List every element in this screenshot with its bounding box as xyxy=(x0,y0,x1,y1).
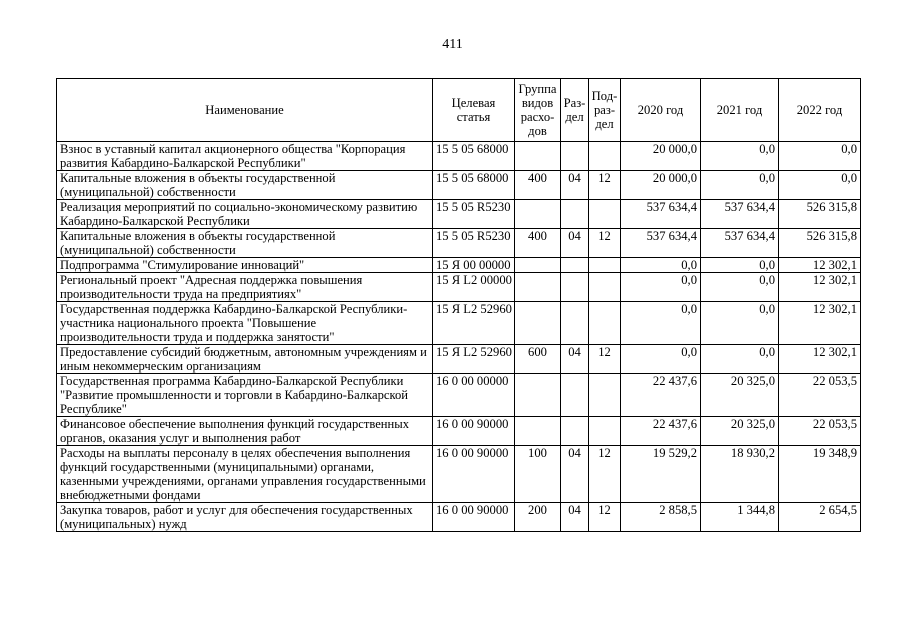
cell-subsection xyxy=(589,417,621,446)
cell-2021: 0,0 xyxy=(701,258,779,273)
cell-target-code: 15 5 05 R5230 xyxy=(433,229,515,258)
cell-2020: 22 437,6 xyxy=(621,417,701,446)
table-row xyxy=(57,302,861,345)
cell-section: 04 xyxy=(561,503,589,532)
cell-2022: 19 348,9 xyxy=(779,446,861,503)
cell-2021: 0,0 xyxy=(701,142,779,171)
cell-2021: 0,0 xyxy=(701,302,779,345)
cell-2021: 537 634,4 xyxy=(701,229,779,258)
cell-target-code: 15 5 05 R5230 xyxy=(433,200,515,229)
cell-2021: 20 325,0 xyxy=(701,374,779,417)
cell-2022: 526 315,8 xyxy=(779,200,861,229)
cell-section xyxy=(561,142,589,171)
table-row xyxy=(57,345,861,374)
cell-name: Государственная программа Кабардино-Балкарской Республики "Развитие промышленности и торговли в Кабардино-Балкарской Республике" xyxy=(57,374,433,417)
cell-target-code: 16 0 00 00000 xyxy=(433,374,515,417)
table-row xyxy=(57,273,861,302)
cell-2022: 12 302,1 xyxy=(779,258,861,273)
cell-2022: 0,0 xyxy=(779,142,861,171)
cell-section xyxy=(561,302,589,345)
cell-2020: 0,0 xyxy=(621,302,701,345)
header-2021: 2021 год xyxy=(701,79,779,142)
cell-expense-group xyxy=(515,142,561,171)
cell-2020: 0,0 xyxy=(621,258,701,273)
cell-2022: 12 302,1 xyxy=(779,345,861,374)
cell-2021: 537 634,4 xyxy=(701,200,779,229)
cell-subsection: 12 xyxy=(589,229,621,258)
cell-2022: 12 302,1 xyxy=(779,302,861,345)
cell-2020: 19 529,2 xyxy=(621,446,701,503)
table-row xyxy=(57,171,861,200)
cell-2020: 537 634,4 xyxy=(621,229,701,258)
cell-2021: 1 344,8 xyxy=(701,503,779,532)
cell-name: Региональный проект "Адресная поддержка повышения производительности труда на предприятиях" xyxy=(57,273,433,302)
cell-expense-group: 400 xyxy=(515,229,561,258)
header-group: Группа видов расхо- дов xyxy=(515,79,561,142)
cell-expense-group xyxy=(515,374,561,417)
table-row xyxy=(57,142,861,171)
cell-name: Капитальные вложения в объекты государственной (муниципальной) собственности xyxy=(57,229,433,258)
table-row xyxy=(57,374,861,417)
cell-name: Капитальные вложения в объекты государственной (муниципальной) собственности xyxy=(57,171,433,200)
table-row xyxy=(57,417,861,446)
cell-name: Расходы на выплаты персоналу в целях обеспечения выполнения функций государственными (муниципальными) органами, казенными учреждениями, органами управления государственными внебюджетными фондами xyxy=(57,446,433,503)
cell-2021: 18 930,2 xyxy=(701,446,779,503)
cell-section: 04 xyxy=(561,171,589,200)
cell-target-code: 15 5 05 68000 xyxy=(433,142,515,171)
cell-subsection xyxy=(589,258,621,273)
header-row xyxy=(57,79,861,142)
cell-expense-group: 600 xyxy=(515,345,561,374)
cell-2022: 22 053,5 xyxy=(779,374,861,417)
cell-section: 04 xyxy=(561,446,589,503)
table-row xyxy=(57,503,861,532)
cell-subsection: 12 xyxy=(589,171,621,200)
cell-2021: 0,0 xyxy=(701,345,779,374)
cell-name: Закупка товаров, работ и услуг для обеспечения государственных (муниципальных) нужд xyxy=(57,503,433,532)
cell-expense-group: 100 xyxy=(515,446,561,503)
cell-2020: 0,0 xyxy=(621,273,701,302)
cell-expense-group xyxy=(515,273,561,302)
table-row xyxy=(57,446,861,503)
cell-2020: 0,0 xyxy=(621,345,701,374)
header-subsection: Под- раз- дел xyxy=(589,79,621,142)
cell-subsection xyxy=(589,142,621,171)
cell-2020: 537 634,4 xyxy=(621,200,701,229)
cell-name: Государственная поддержка Кабардино-Балкарской Республики-участника национального проекта "Повышение производительности труда и поддержка занятости" xyxy=(57,302,433,345)
cell-section xyxy=(561,273,589,302)
table-row xyxy=(57,200,861,229)
cell-2020: 22 437,6 xyxy=(621,374,701,417)
cell-expense-group: 200 xyxy=(515,503,561,532)
cell-subsection xyxy=(589,302,621,345)
header-2020: 2020 год xyxy=(621,79,701,142)
table-row xyxy=(57,229,861,258)
cell-section: 04 xyxy=(561,229,589,258)
cell-target-code: 16 0 00 90000 xyxy=(433,446,515,503)
header-name: Наименование xyxy=(57,79,433,142)
cell-name: Предоставление субсидий бюджетным, автономным учреждениям и иным некоммерческим организациям xyxy=(57,345,433,374)
cell-expense-group xyxy=(515,200,561,229)
cell-target-code: 15 Я L2 00000 xyxy=(433,273,515,302)
cell-target-code: 15 Я 00 00000 xyxy=(433,258,515,273)
cell-section xyxy=(561,417,589,446)
cell-subsection xyxy=(589,200,621,229)
cell-subsection: 12 xyxy=(589,446,621,503)
cell-name: Взнос в уставный капитал акционерного общества "Корпорация развития Кабардино-Балкарской Республики" xyxy=(57,142,433,171)
cell-expense-group xyxy=(515,258,561,273)
cell-2022: 22 053,5 xyxy=(779,417,861,446)
cell-name: Подпрограмма "Стимулирование инноваций" xyxy=(57,258,433,273)
cell-section xyxy=(561,374,589,417)
cell-expense-group xyxy=(515,302,561,345)
cell-2022: 12 302,1 xyxy=(779,273,861,302)
cell-subsection: 12 xyxy=(589,503,621,532)
cell-2021: 0,0 xyxy=(701,171,779,200)
cell-name: Финансовое обеспечение выполнения функций государственных органов, оказания услуг и выполнения работ xyxy=(57,417,433,446)
table-body xyxy=(57,142,861,532)
cell-2022: 0,0 xyxy=(779,171,861,200)
cell-2022: 2 654,5 xyxy=(779,503,861,532)
cell-2020: 20 000,0 xyxy=(621,142,701,171)
cell-target-code: 15 5 05 68000 xyxy=(433,171,515,200)
header-2022: 2022 год xyxy=(779,79,861,142)
page-number: 411 xyxy=(442,37,463,52)
cell-section: 04 xyxy=(561,345,589,374)
cell-subsection: 12 xyxy=(589,345,621,374)
cell-subsection xyxy=(589,273,621,302)
cell-target-code: 15 Я L2 52960 xyxy=(433,345,515,374)
table-row xyxy=(57,258,861,273)
cell-target-code: 16 0 00 90000 xyxy=(433,503,515,532)
cell-2020: 20 000,0 xyxy=(621,171,701,200)
cell-section xyxy=(561,258,589,273)
header-section: Раз- дел xyxy=(561,79,589,142)
cell-name: Реализация мероприятий по социально-экономическому развитию Кабардино-Балкарской Республики xyxy=(57,200,433,229)
cell-2022: 526 315,8 xyxy=(779,229,861,258)
cell-section xyxy=(561,200,589,229)
cell-target-code: 15 Я L2 52960 xyxy=(433,302,515,345)
header-target: Целевая статья xyxy=(433,79,515,142)
cell-subsection xyxy=(589,374,621,417)
cell-target-code: 16 0 00 90000 xyxy=(433,417,515,446)
budget-table xyxy=(56,78,861,532)
cell-2021: 20 325,0 xyxy=(701,417,779,446)
cell-expense-group xyxy=(515,417,561,446)
cell-expense-group: 400 xyxy=(515,171,561,200)
cell-2020: 2 858,5 xyxy=(621,503,701,532)
cell-2021: 0,0 xyxy=(701,273,779,302)
